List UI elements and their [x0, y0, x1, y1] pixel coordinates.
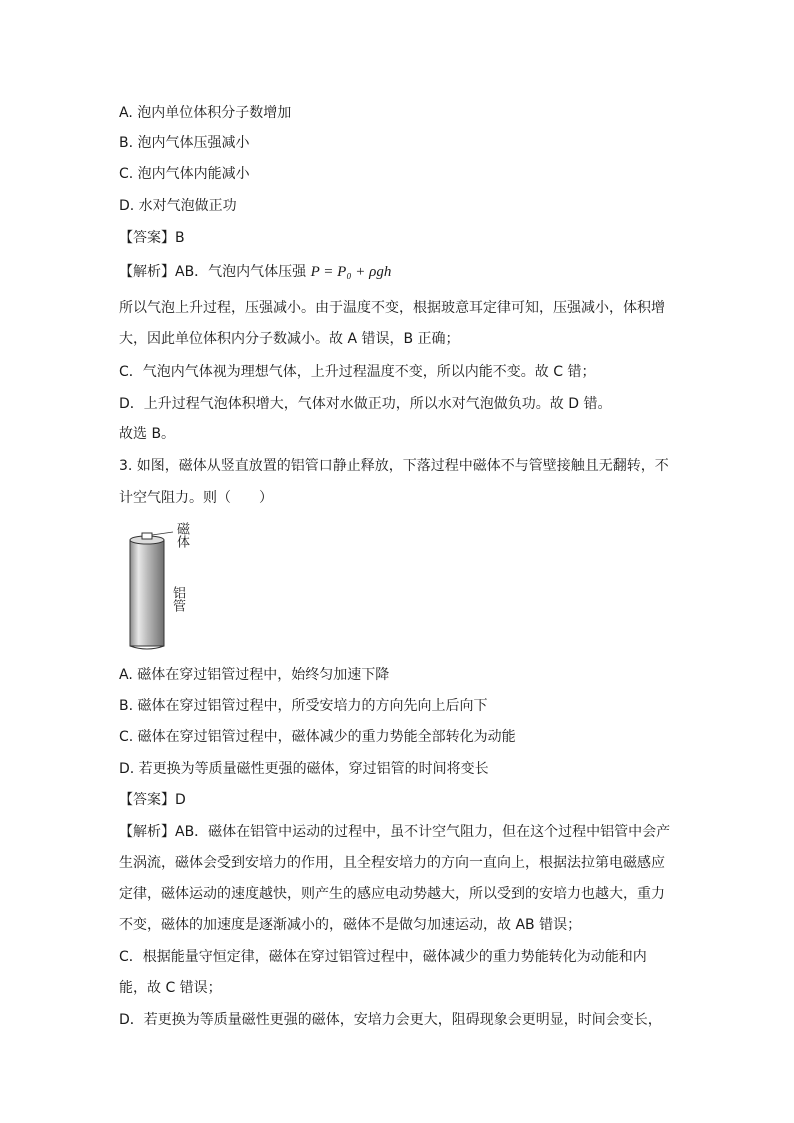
q3-option-d: D. 若更换为等质量磁性更强的磁体，穿过铝管的时间将变长	[119, 761, 489, 777]
q2-analysis-line: C．气泡内气体视为理想气体，上升过程温度不变，所以内能不变。故 C 错；	[119, 364, 596, 380]
q3-answer: 【答案】D	[119, 792, 186, 808]
magnet	[142, 533, 152, 539]
q2-analysis-line: D．上升过程气泡体积增大，气体对水做正功，所以水对气泡做负功。故 D 错。	[119, 396, 612, 412]
q3-option-b: B. 磁体在穿过铝管过程中，所受安培力的方向先向上后向下	[119, 698, 488, 714]
tube-label: 铝管	[170, 586, 185, 612]
magnet-leader-line	[152, 532, 173, 535]
q3-option-a: A. 磁体在穿过铝管过程中，始终匀加速下降	[119, 667, 390, 683]
q2-analysis-line: 大，因此单位体积内分子数减小。故 A 错误，B 正确；	[119, 331, 460, 347]
q2-analysis-prefix: 【解析】AB．气泡内气体压强	[119, 264, 307, 280]
q3-analysis-line: 能，故 C 错误；	[119, 980, 222, 996]
q2-option-c: C. 泡内气体内能减小	[119, 166, 250, 182]
q3-analysis-line: C．根据能量守恒定律，磁体在穿过铝管过程中，磁体减少的重力势能转化为动能和内	[119, 949, 647, 965]
q3-stem-line: 3. 如图，磁体从竖直放置的铝管口静止释放，下落过程中磁体不与管壁接触且无翻转，不	[119, 458, 669, 474]
q3-analysis-line: 生涡流，磁体会受到安培力的作用，且全程安培力的方向一直向上，根据法拉第电磁感应	[119, 855, 665, 871]
q2-option-d: D. 水对气泡做正功	[119, 198, 237, 214]
pressure-formula: P = P₀ + ρgh	[310, 264, 392, 280]
q3-analysis-line: 不变，磁体的加速度是逐渐减小的，磁体不是做匀加速运动，故 AB 错误；	[119, 917, 582, 933]
q2-option-b: B. 泡内气体压强减小	[119, 135, 250, 151]
magnet-tube-figure	[119, 522, 199, 652]
q2-conclusion: 故选 B。	[119, 426, 176, 442]
magnet-label: 磁体	[174, 522, 189, 548]
q2-analysis-first-line	[119, 262, 391, 282]
q3-analysis-line: D．若更换为等质量磁性更强的磁体，安培力会更大，阻碍现象会更明显，时间会变长，	[119, 1012, 662, 1028]
q3-analysis-line: 【解析】AB．磁体在铝管中运动的过程中，虽不计空气阻力，但在这个过程中铝管中会产	[119, 824, 671, 840]
q3-stem-line: 计空气阻力。则（ ）	[119, 490, 273, 506]
q3-analysis-line: 定律，磁体运动的速度越快，则产生的感应电动势越大，所以受到的安培力也越大，重力	[119, 886, 665, 902]
q2-analysis-line: 所以气泡上升过程，压强减小。由于温度不变，根据玻意耳定律可知，压强减小，体积增	[119, 300, 665, 316]
q3-option-c: C. 磁体在穿过铝管过程中，磁体减少的重力势能全部转化为动能	[119, 729, 516, 745]
q2-answer: 【答案】B	[119, 230, 185, 246]
q2-option-a: A. 泡内单位体积分子数增加	[119, 105, 292, 121]
aluminium-tube	[130, 540, 164, 646]
